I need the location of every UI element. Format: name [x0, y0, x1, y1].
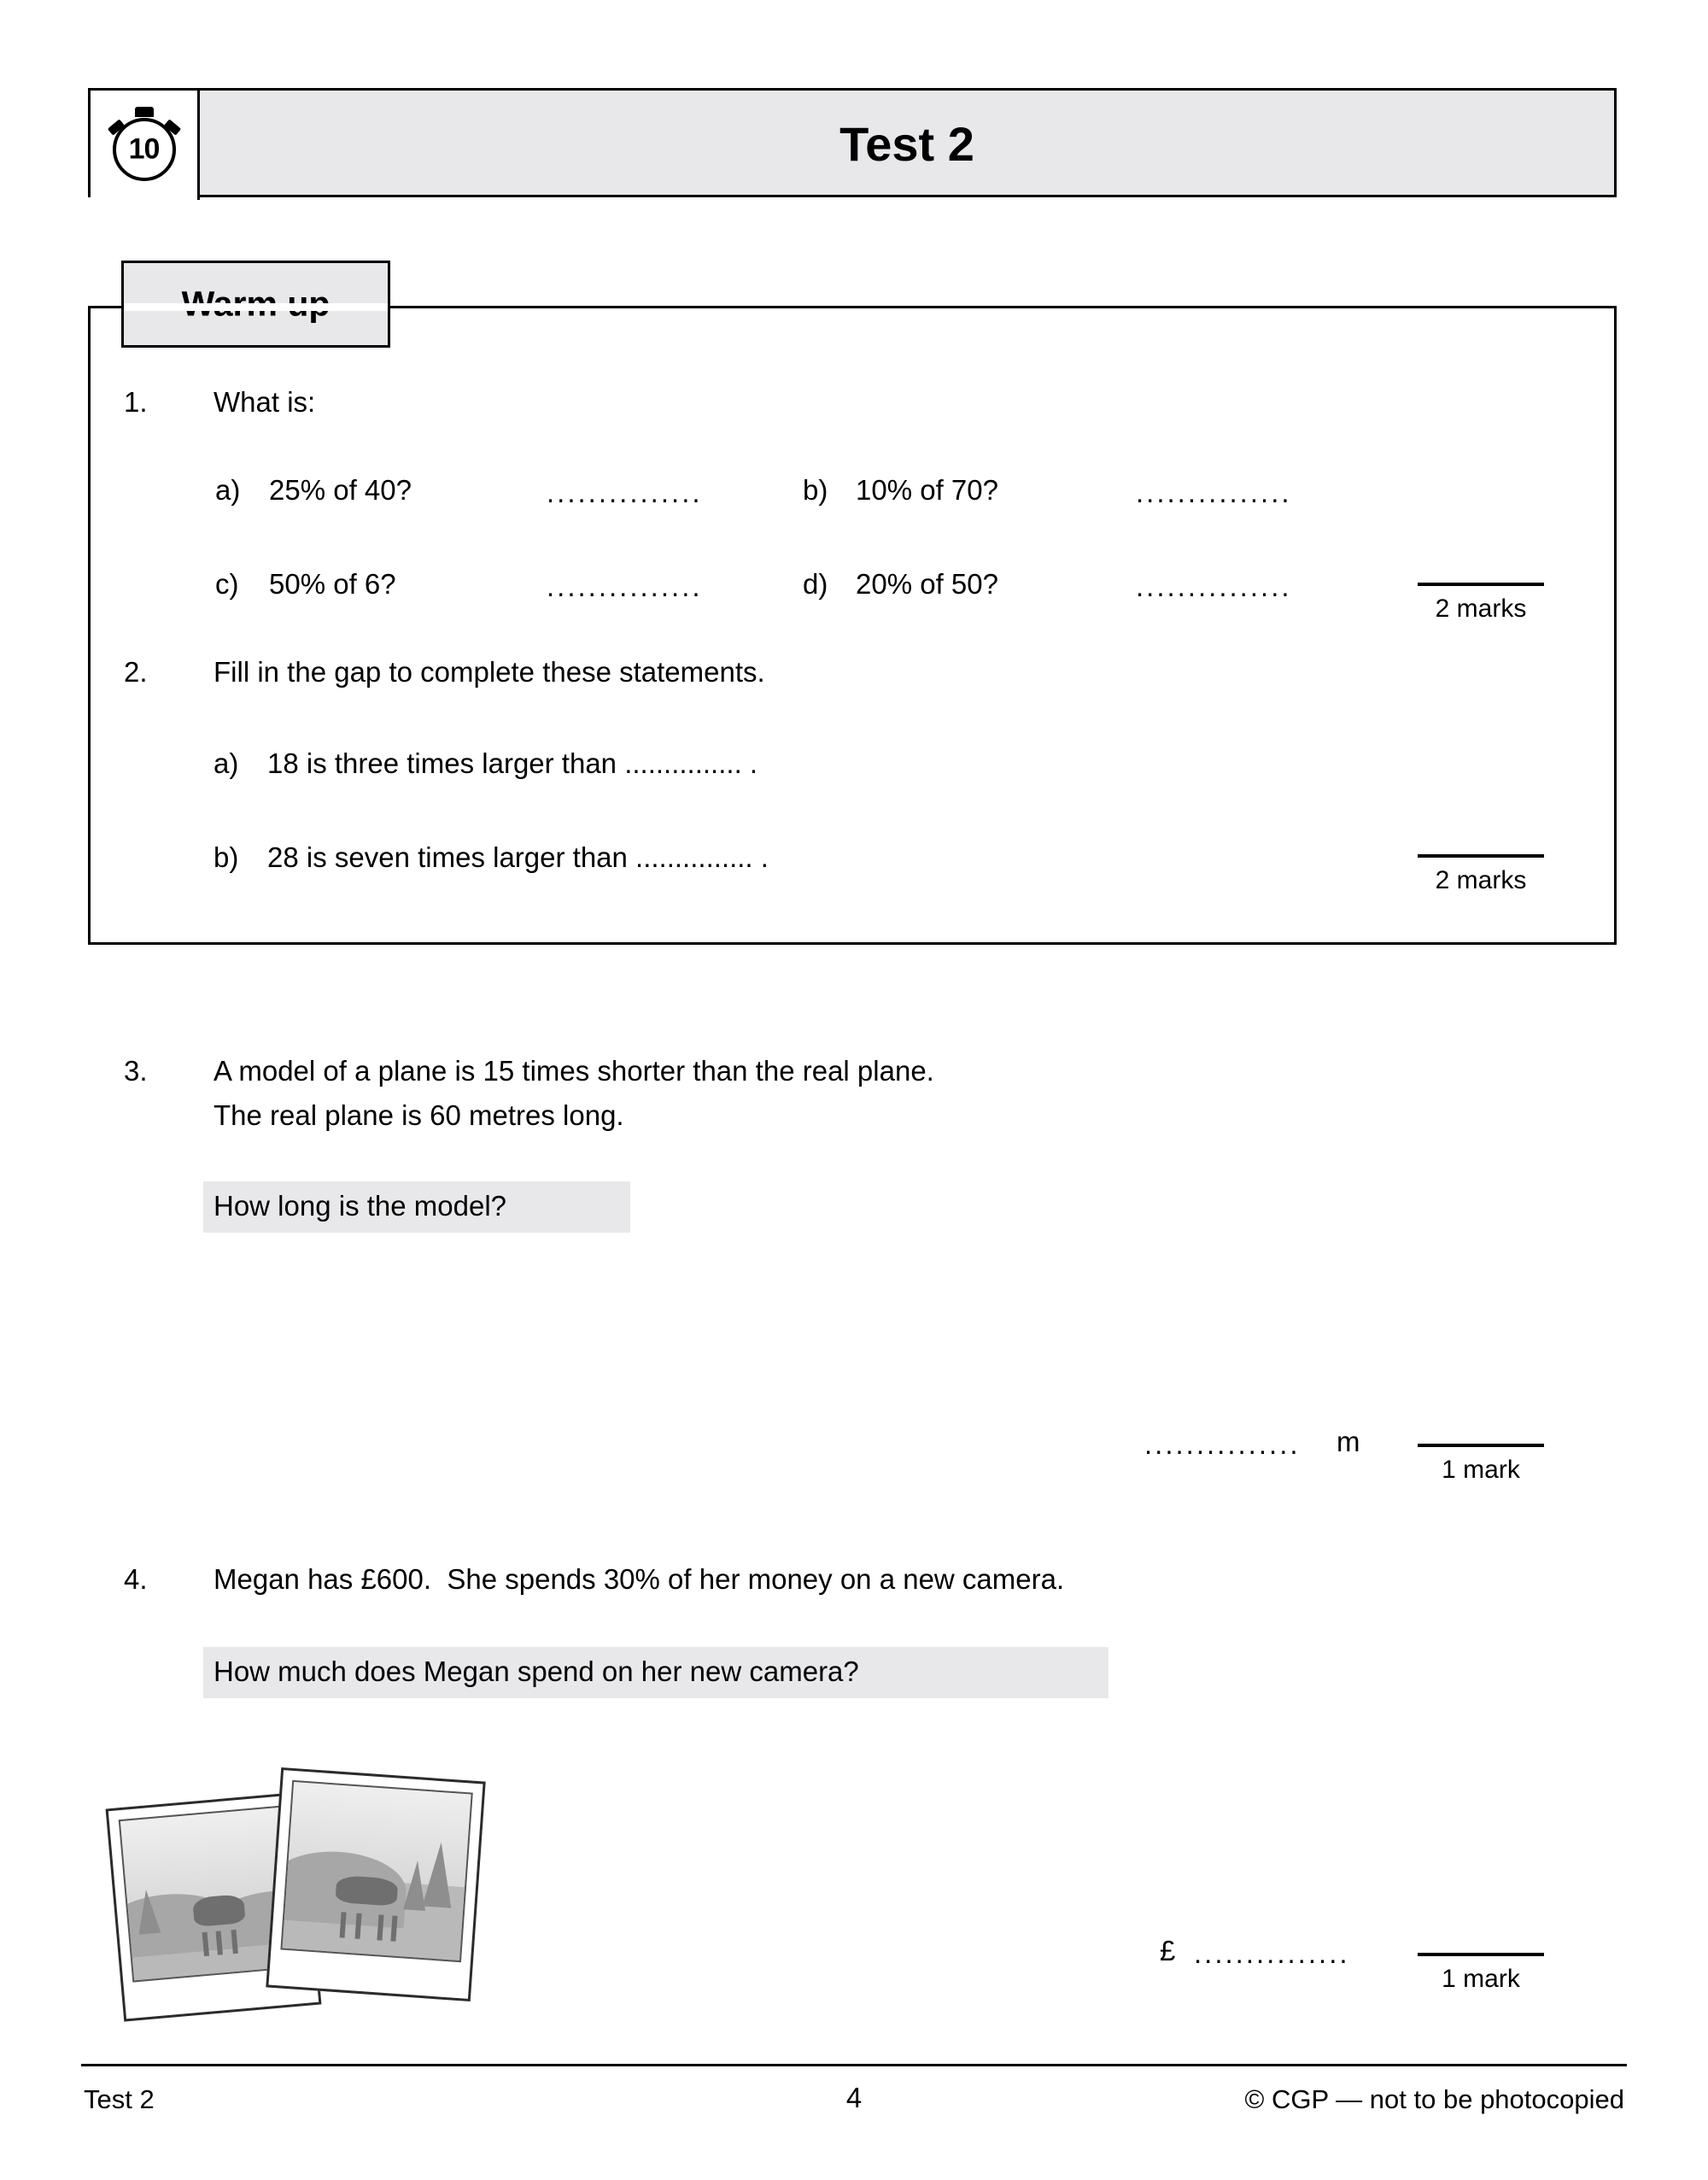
q4-marks-rule	[1418, 1953, 1544, 1956]
warmup-q2-marks: 2 marks	[1435, 866, 1527, 894]
q3-marks: 1 mark	[1442, 1456, 1520, 1484]
q3-answer-space[interactable]: ...............	[1144, 1428, 1301, 1460]
photo-animal	[192, 1894, 246, 1927]
warmup-q1a-text: 25% of 40?	[269, 474, 412, 506]
warmup-q2a-text[interactable]: 18 is three times larger than ............... .	[267, 747, 758, 779]
warmup-q1d-answer-space[interactable]: ...............	[1136, 571, 1292, 602]
photographs-illustration	[102, 1755, 547, 2012]
warmup-q1b-text: 10% of 70?	[856, 474, 998, 506]
warmup-q1-marks-rule	[1418, 583, 1544, 586]
stopwatch-crown-icon	[135, 107, 154, 117]
q3-prompt: How long is the model?	[203, 1181, 630, 1233]
q4-prompt: How much does Megan spend on her new camera?	[203, 1647, 1108, 1698]
warmup-q1-marks: 2 marks	[1435, 595, 1527, 623]
q3-number: 3.	[124, 1055, 148, 1087]
warmup-q2b-label: b)	[214, 841, 239, 873]
warmup-q1-number: 1.	[124, 386, 148, 418]
q4-answer-currency: £	[1160, 1935, 1176, 1966]
q3-line1: A model of a plane is 15 times shorter than the real plane.	[214, 1055, 934, 1087]
warmup-q2-stem: Fill in the gap to complete these statements.	[214, 656, 765, 688]
photo-right	[266, 1767, 485, 2001]
timer-box	[91, 91, 200, 200]
warmup-q1a-label: a)	[215, 474, 241, 506]
q3-line2: The real plane is 60 metres long.	[214, 1099, 624, 1131]
page-title: Test 2	[839, 117, 974, 171]
q4-answer-space[interactable]: ...............	[1194, 1937, 1350, 1969]
warmup-tab-mask	[124, 303, 388, 311]
q4-number: 4.	[124, 1563, 148, 1595]
q3-answer-unit: m	[1337, 1426, 1360, 1457]
footer-divider	[81, 2064, 1627, 2066]
warmup-q1d-text: 20% of 50?	[856, 568, 998, 600]
warmup-q2-number: 2.	[124, 656, 148, 688]
page-header	[88, 88, 1617, 197]
warmup-q1b-answer-space[interactable]: ...............	[1136, 477, 1292, 508]
footer-copyright: © CGP — not to be photocopied	[1244, 2084, 1624, 2114]
q4-line1: Megan has £600. She spends 30% of her money on a new camera.	[214, 1563, 1065, 1595]
warmup-q1-stem: What is:	[214, 386, 316, 418]
q4-marks: 1 mark	[1442, 1965, 1520, 1993]
warmup-q1c-text: 50% of 6?	[269, 568, 396, 600]
warmup-q1b-label: b)	[803, 474, 828, 506]
warmup-q1a-answer-space[interactable]: ...............	[547, 477, 703, 508]
warmup-q2a-label: a)	[214, 747, 239, 779]
warmup-q1c-answer-space[interactable]: ...............	[547, 571, 703, 602]
timer-minutes: 10	[128, 132, 160, 166]
warmup-q1c-label: c)	[215, 568, 239, 600]
photo-right-image	[280, 1780, 472, 1962]
footer-test-label: Test 2	[84, 2084, 155, 2114]
page-number: 4	[845, 2082, 863, 2113]
q3-marks-rule	[1418, 1444, 1544, 1447]
warmup-q2b-text[interactable]: 28 is seven times larger than ............... .	[267, 841, 769, 873]
warmup-q1d-label: d)	[803, 568, 828, 600]
warmup-q2-marks-rule	[1418, 854, 1544, 858]
stopwatch-icon	[113, 118, 176, 181]
